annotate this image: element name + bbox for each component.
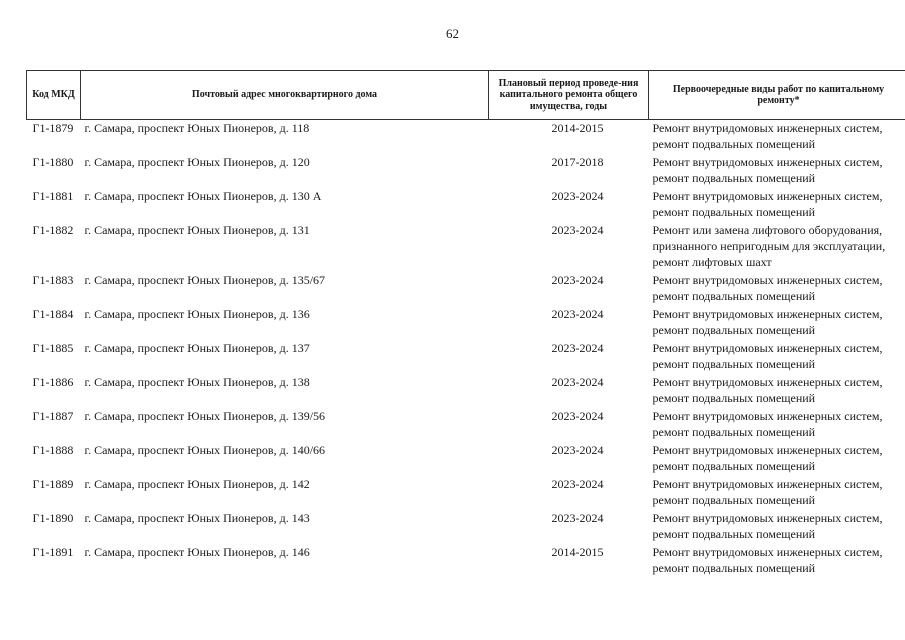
row-works-line: Ремонт или замена лифтового оборудования, (652, 223, 883, 237)
row-period: 2023-2024 (551, 443, 604, 457)
row-works-line: ремонт подвальных помещений (652, 357, 816, 371)
row-address: г. Самара, проспект Юных Пионеров, д. 142 (84, 477, 310, 491)
row-code: Г1-1888 (32, 443, 74, 457)
row-code: Г1-1887 (32, 409, 74, 423)
row-address: г. Самара, проспект Юных Пионеров, д. 143 (84, 511, 310, 525)
row-period: 2017-2018 (551, 155, 604, 169)
row-works-line: Ремонт внутридомовых инженерных систем, (652, 189, 883, 203)
table-row (27, 188, 905, 222)
row-address: г. Самара, проспект Юных Пионеров, д. 138 (84, 375, 310, 389)
row-works-line: Ремонт внутридомовых инженерных систем, (652, 273, 883, 287)
table-row (27, 306, 905, 340)
row-works (649, 442, 905, 476)
header-period: Плановый период проведе-ния капитального ремонта общего имущества, годы (489, 71, 649, 120)
row-period: 2023-2024 (551, 223, 604, 237)
row-period: 2023-2024 (551, 409, 604, 423)
row-period: 2014-2015 (551, 545, 604, 559)
row-period: 2014-2015 (551, 121, 604, 135)
row-period: 2023-2024 (551, 341, 604, 355)
row-code: Г1-1886 (32, 375, 74, 389)
row-code: Г1-1881 (32, 189, 74, 203)
row-address: г. Самара, проспект Юных Пионеров, д. 146 (84, 545, 310, 559)
table-row (27, 120, 905, 155)
row-period: 2023-2024 (551, 273, 604, 287)
row-code: Г1-1883 (32, 273, 74, 287)
row-works-line: ремонт подвальных помещений (652, 493, 816, 507)
row-works (649, 188, 905, 222)
row-code: Г1-1884 (32, 307, 74, 321)
row-works (649, 120, 905, 155)
row-works (649, 510, 905, 544)
row-works-line: Ремонт внутридомовых инженерных систем, (652, 375, 883, 389)
table-row (27, 374, 905, 408)
row-code: Г1-1879 (32, 121, 74, 135)
row-works (649, 154, 905, 188)
row-works (649, 476, 905, 510)
row-works-line: ремонт подвальных помещений (652, 171, 816, 185)
page-number: 62 (446, 26, 459, 41)
header-code: Код МКД (27, 71, 81, 120)
row-works (649, 306, 905, 340)
row-works-line: признанного непригодным для эксплуатации, (652, 239, 886, 253)
capital-repair-table (26, 70, 905, 578)
row-code: Г1-1885 (32, 341, 74, 355)
row-works-line: ремонт подвальных помещений (652, 527, 816, 541)
row-works-line: Ремонт внутридомовых инженерных систем, (652, 477, 883, 491)
row-works-line: ремонт подвальных помещений (652, 137, 816, 151)
row-code: Г1-1882 (32, 223, 74, 237)
row-code: Г1-1880 (32, 155, 74, 169)
row-address: г. Самара, проспект Юных Пионеров, д. 130 А (84, 189, 322, 203)
table-row (27, 222, 905, 272)
row-works-line: Ремонт внутридомовых инженерных систем, (652, 443, 883, 457)
table-row (27, 544, 905, 578)
table-row (27, 442, 905, 476)
row-works-line: Ремонт внутридомовых инженерных систем, (652, 307, 883, 321)
row-address: г. Самара, проспект Юных Пионеров, д. 137 (84, 341, 310, 355)
header-address: Почтовый адрес многоквартирного дома (81, 71, 489, 120)
table-row (27, 476, 905, 510)
table-row (27, 272, 905, 306)
row-works-line: ремонт подвальных помещений (652, 205, 816, 219)
row-period: 2023-2024 (551, 477, 604, 491)
row-works-line: ремонт лифтовых шахт (652, 255, 772, 269)
row-works-line: ремонт подвальных помещений (652, 459, 816, 473)
table-row (27, 408, 905, 442)
row-code: Г1-1891 (32, 545, 74, 559)
row-code: Г1-1890 (32, 511, 74, 525)
row-works (649, 272, 905, 306)
row-works-line: Ремонт внутридомовых инженерных систем, (652, 511, 883, 525)
row-address: г. Самара, проспект Юных Пионеров, д. 118 (84, 121, 310, 135)
row-works-line: ремонт подвальных помещений (652, 425, 816, 439)
table-header (27, 71, 905, 120)
row-works-line: Ремонт внутридомовых инженерных систем, (652, 545, 883, 559)
row-works-line: Ремонт внутридомовых инженерных систем, (652, 409, 883, 423)
row-code: Г1-1889 (32, 477, 74, 491)
row-works-line: ремонт подвальных помещений (652, 289, 816, 303)
row-works-line: Ремонт внутридомовых инженерных систем, (652, 121, 883, 135)
table-row (27, 154, 905, 188)
row-works (649, 340, 905, 374)
row-works-line: ремонт подвальных помещений (652, 391, 816, 405)
row-works-line: Ремонт внутридомовых инженерных систем, (652, 155, 883, 169)
row-works (649, 408, 905, 442)
row-works-line: ремонт подвальных помещений (652, 323, 816, 337)
row-address: г. Самара, проспект Юных Пионеров, д. 139/56 (84, 409, 326, 423)
header-works: Первоочередные виды работ по капитальному ремонту* (649, 71, 905, 120)
row-works-line: ремонт подвальных помещений (652, 561, 816, 575)
row-period: 2023-2024 (551, 189, 604, 203)
row-address: г. Самара, проспект Юных Пионеров, д. 136 (84, 307, 310, 321)
row-address: г. Самара, проспект Юных Пионеров, д. 120 (84, 155, 310, 169)
row-period: 2023-2024 (551, 511, 604, 525)
row-period: 2023-2024 (551, 375, 604, 389)
row-address: г. Самара, проспект Юных Пионеров, д. 135/67 (84, 273, 326, 287)
row-works-line: Ремонт внутридомовых инженерных систем, (652, 341, 883, 355)
table-row (27, 340, 905, 374)
row-works (649, 544, 905, 578)
row-address: г. Самара, проспект Юных Пионеров, д. 140/66 (84, 443, 326, 457)
table-body (27, 120, 905, 579)
row-period: 2023-2024 (551, 307, 604, 321)
row-address: г. Самара, проспект Юных Пионеров, д. 131 (84, 223, 310, 237)
row-works (649, 374, 905, 408)
table-row (27, 510, 905, 544)
row-works (649, 222, 905, 272)
